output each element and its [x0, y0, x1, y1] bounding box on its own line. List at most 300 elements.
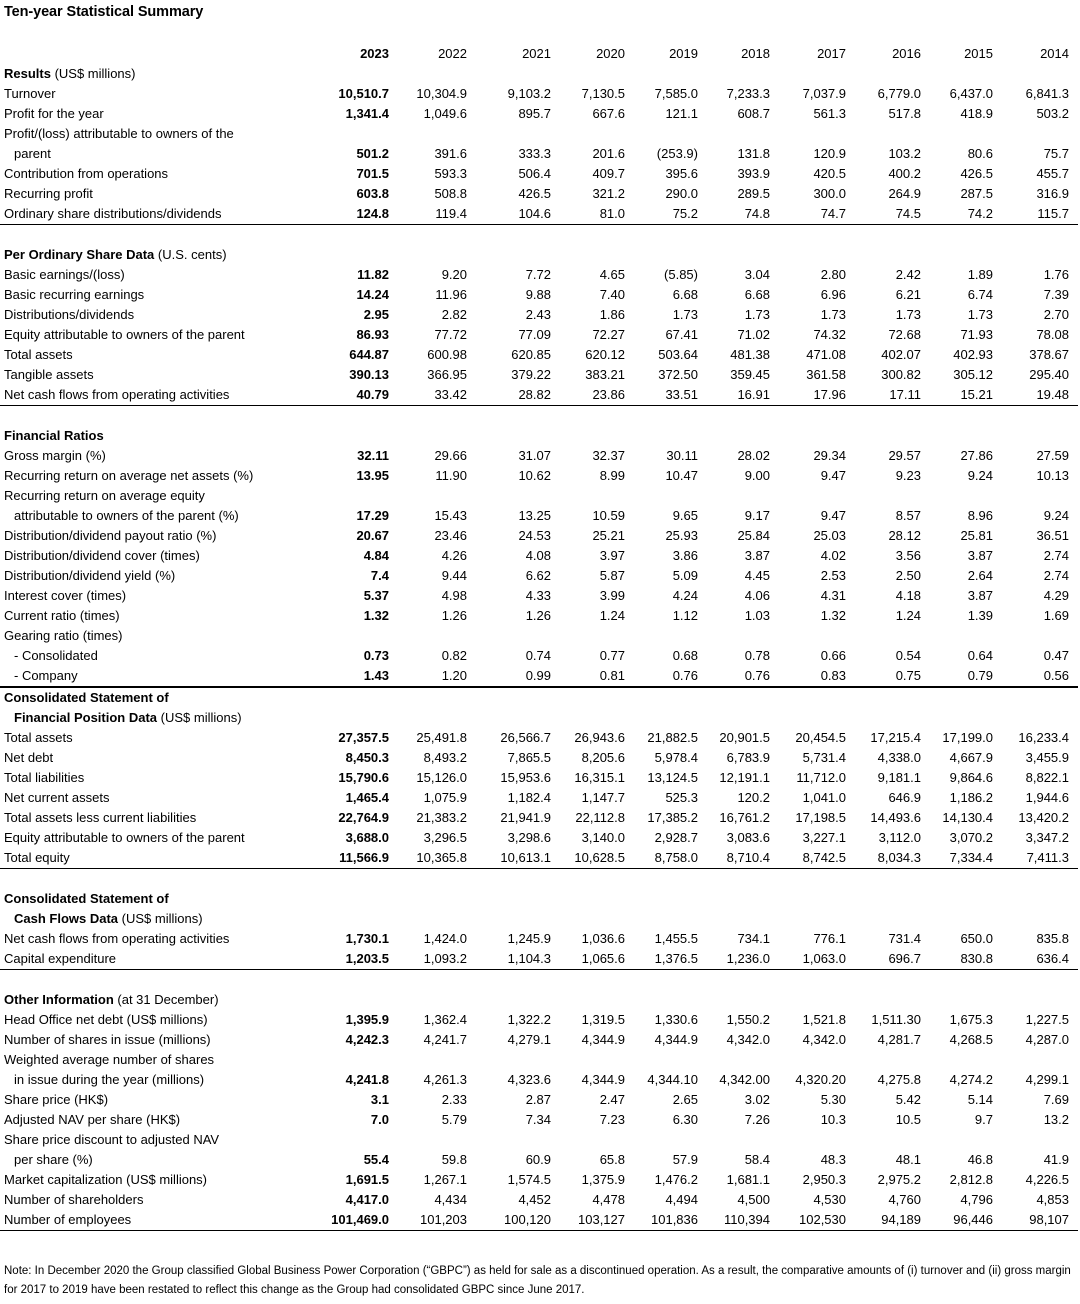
value-cell: 6,779.0 [877, 86, 921, 101]
table-row [0, 1070, 1078, 1090]
value-cell: 29.66 [434, 448, 467, 463]
value-cell: 121.1 [665, 106, 698, 121]
value-cell: 2.42 [895, 267, 921, 282]
value-cell: 333.3 [518, 146, 551, 161]
section-heading-row [0, 426, 1078, 446]
section-heading-bold: Other Information [4, 992, 114, 1007]
value-cell: 9.65 [672, 508, 698, 523]
value-cell: 7,865.5 [507, 750, 551, 765]
value-cell: 1.76 [1043, 267, 1069, 282]
value-cell: 9.44 [441, 568, 467, 583]
value-cell: 17,199.0 [942, 730, 993, 745]
value-cell: 14,493.6 [870, 810, 921, 825]
value-cell: 21,383.2 [416, 810, 467, 825]
value-cell: 3,688.0 [345, 830, 389, 845]
value-cell: 1,049.6 [423, 106, 467, 121]
value-cell: 1,455.5 [654, 931, 698, 946]
value-cell: 1,424.0 [423, 931, 467, 946]
value-cell: 4.33 [525, 588, 551, 603]
value-cell: 7,411.3 [1026, 850, 1069, 865]
value-cell: 390.13 [349, 367, 389, 382]
value-cell: 2.53 [820, 568, 846, 583]
table-row [0, 1190, 1078, 1210]
table-row [0, 265, 1078, 285]
value-cell: 6,783.9 [726, 750, 770, 765]
value-cell: 391.6 [434, 146, 467, 161]
row-label: Number of shares in issue (millions) [4, 1032, 211, 1047]
value-cell: 17,385.2 [647, 810, 698, 825]
value-cell: 4,279.1 [507, 1032, 551, 1047]
value-cell: 80.6 [967, 146, 993, 161]
value-cell: 7,037.9 [802, 86, 846, 101]
value-cell: 0.81 [599, 668, 625, 683]
value-cell: 21,941.9 [500, 810, 551, 825]
value-cell: 15,790.6 [338, 770, 389, 785]
value-cell: 67.41 [665, 327, 698, 342]
value-cell: 0.75 [895, 668, 921, 683]
value-cell: 1,182.4 [507, 790, 551, 805]
table-row [0, 446, 1078, 466]
section-heading-bold: Consolidated Statement of [4, 690, 169, 705]
spacer-row [0, 970, 1078, 990]
section-heading-bold: Cash Flows Data [14, 911, 119, 926]
value-cell: 1,319.5 [581, 1012, 625, 1027]
value-cell: 3,296.5 [423, 830, 467, 845]
value-cell: 8,822.1 [1025, 770, 1069, 785]
value-cell: 1,093.2 [423, 951, 467, 966]
value-cell: 9.20 [441, 267, 467, 282]
value-cell: 7.26 [744, 1112, 770, 1127]
value-cell: 508.8 [434, 186, 467, 201]
value-cell: 4,323.6 [507, 1072, 551, 1087]
value-cell: 9.24 [1043, 508, 1069, 523]
value-cell: 295.40 [1029, 367, 1069, 382]
year-header-cell: 2015 [964, 46, 993, 61]
value-cell: 8.57 [895, 508, 921, 523]
row-label: Share price (HK$) [4, 1092, 109, 1107]
value-cell: 3.04 [744, 267, 770, 282]
value-cell: 2.95 [363, 307, 389, 322]
value-cell: 14,130.4 [942, 810, 993, 825]
row-label: Interest cover (times) [4, 588, 127, 603]
value-cell: 11.82 [357, 267, 389, 282]
value-cell: 1.20 [441, 668, 467, 683]
value-cell: 15.21 [960, 387, 993, 402]
value-cell: 1,267.1 [423, 1172, 467, 1187]
value-cell: 28.02 [737, 448, 770, 463]
table-row [0, 526, 1078, 546]
row-label: Profit for the year [4, 106, 104, 121]
row-label: Number of employees [4, 1212, 132, 1227]
value-cell: 2.87 [525, 1092, 551, 1107]
value-cell: 4,344.9 [581, 1032, 625, 1047]
value-cell: 17.11 [889, 387, 921, 402]
value-cell: 4,338.0 [877, 750, 921, 765]
value-cell: 41.9 [1043, 1152, 1069, 1167]
value-cell: 1,227.5 [1025, 1012, 1069, 1027]
value-cell: 4,760 [888, 1192, 921, 1207]
table-row [0, 144, 1078, 164]
value-cell: 7.39 [1043, 287, 1069, 302]
value-cell: 2.64 [967, 568, 993, 583]
value-cell: 4,796 [960, 1192, 993, 1207]
value-cell: 29.57 [888, 448, 921, 463]
value-cell: 4,226.5 [1025, 1172, 1069, 1187]
value-cell: 0.76 [672, 668, 698, 683]
value-cell: 11,566.9 [339, 850, 389, 865]
value-cell: 10.13 [1036, 468, 1069, 483]
value-cell: 8,493.2 [423, 750, 467, 765]
value-cell: 0.64 [967, 648, 993, 663]
section-heading [4, 245, 227, 265]
value-cell: 101,836 [651, 1212, 698, 1227]
value-cell: 4.02 [820, 548, 846, 563]
value-cell: 620.85 [511, 347, 551, 362]
table-row [0, 626, 1078, 646]
year-header-cell: 2017 [817, 46, 846, 61]
value-cell: 561.3 [813, 106, 846, 121]
value-cell: 1,104.3 [507, 951, 551, 966]
row-label: Equity attributable to owners of the parent [4, 830, 245, 845]
table-row [0, 666, 1078, 688]
value-cell: 379.22 [511, 367, 551, 382]
row-label: Distribution/dividend yield (%) [4, 568, 176, 583]
value-cell: 1,375.9 [581, 1172, 625, 1187]
value-cell: 101,469.0 [331, 1212, 389, 1227]
value-cell: 8,205.6 [581, 750, 625, 765]
value-cell: 1.12 [672, 608, 698, 623]
value-cell: 16,315.1 [574, 770, 625, 785]
value-cell: 603.8 [356, 186, 389, 201]
value-cell: 359.45 [730, 367, 770, 382]
value-cell: 1,574.5 [507, 1172, 551, 1187]
row-label: Net debt [4, 750, 54, 765]
value-cell: 6,841.3 [1025, 86, 1069, 101]
value-cell: 11,712.0 [796, 770, 846, 785]
value-cell: 5.14 [967, 1092, 993, 1107]
value-cell: 4,261.3 [423, 1072, 467, 1087]
value-cell: 78.08 [1036, 327, 1069, 342]
value-cell: 1.26 [441, 608, 467, 623]
value-cell: 1,075.9 [423, 790, 467, 805]
value-cell: 0.76 [744, 668, 770, 683]
section-heading-row [0, 708, 1078, 728]
value-cell: 0.73 [363, 648, 389, 663]
value-cell: 11.96 [435, 287, 467, 302]
section-heading [4, 990, 219, 1010]
value-cell: 393.9 [737, 166, 770, 181]
value-cell: 3.87 [967, 548, 993, 563]
value-cell: 17,198.5 [795, 810, 846, 825]
section-heading [4, 889, 169, 909]
value-cell: 321.2 [592, 186, 625, 201]
table-row [0, 285, 1078, 305]
value-cell: 6,437.0 [949, 86, 993, 101]
value-cell: 4,241.7 [423, 1032, 467, 1047]
value-cell: 3.02 [744, 1092, 770, 1107]
row-label: parent [14, 146, 51, 161]
value-cell: 420.5 [813, 166, 846, 181]
value-cell: 3,455.9 [1025, 750, 1069, 765]
value-cell: 9,864.6 [949, 770, 993, 785]
value-cell: 3,070.2 [949, 830, 993, 845]
year-header-cell: 2023 [360, 46, 389, 61]
value-cell: 25.03 [813, 528, 846, 543]
row-label: Capital expenditure [4, 951, 117, 966]
value-cell: 7.23 [599, 1112, 625, 1127]
value-cell: 701.5 [356, 166, 389, 181]
value-cell: 7.34 [525, 1112, 551, 1127]
table-row [0, 365, 1078, 385]
year-header-cell: 2014 [1040, 46, 1069, 61]
value-cell: 13,124.5 [647, 770, 698, 785]
table-row [0, 1090, 1078, 1110]
value-cell: 636.4 [1036, 951, 1069, 966]
section-heading-row [0, 990, 1078, 1010]
value-cell: 2.43 [525, 307, 551, 322]
section-heading-unit: (at 31 December) [113, 992, 219, 1007]
value-cell: 0.78 [744, 648, 770, 663]
value-cell: 1,675.3 [949, 1012, 993, 1027]
value-cell: 4,274.2 [949, 1072, 993, 1087]
value-cell: 5.87 [599, 568, 625, 583]
row-label: Number of shareholders [4, 1192, 144, 1207]
value-cell: 1,376.5 [654, 951, 698, 966]
value-cell: 1,065.6 [581, 951, 625, 966]
value-cell: 24.53 [518, 528, 551, 543]
value-cell: 98,107 [1029, 1212, 1069, 1227]
value-cell: 4,242.3 [345, 1032, 389, 1047]
value-cell: 4.06 [744, 588, 770, 603]
value-cell: 593.3 [434, 166, 467, 181]
section-heading [4, 426, 104, 446]
value-cell: 835.8 [1036, 931, 1069, 946]
row-label: Contribution from operations [4, 166, 169, 181]
table-row [0, 385, 1078, 406]
value-cell: 426.5 [518, 186, 551, 201]
value-cell: 646.9 [888, 790, 921, 805]
value-cell: 2.70 [1043, 307, 1069, 322]
row-label: - Company [14, 668, 78, 683]
spacer-row [0, 869, 1078, 889]
value-cell: 3,227.1 [802, 830, 846, 845]
table-row [0, 164, 1078, 184]
value-cell: 31.07 [518, 448, 551, 463]
value-cell: 6.62 [525, 568, 551, 583]
value-cell: 1,322.2 [507, 1012, 551, 1027]
value-cell: 1,203.5 [345, 951, 389, 966]
value-cell: 316.9 [1036, 186, 1069, 201]
value-cell: 3.97 [599, 548, 625, 563]
value-cell: 0.99 [525, 668, 551, 683]
value-cell: 1.73 [895, 307, 921, 322]
value-cell: 644.87 [349, 347, 389, 362]
value-cell: 55.4 [363, 1152, 389, 1167]
value-cell: 290.0 [665, 186, 698, 201]
value-cell: 120.2 [737, 790, 770, 805]
table-row [0, 808, 1078, 828]
value-cell: 1,944.6 [1025, 790, 1069, 805]
value-cell: 1,147.7 [581, 790, 625, 805]
value-cell: 28.12 [888, 528, 921, 543]
value-cell: 9,103.2 [507, 86, 551, 101]
value-cell: 32.37 [592, 448, 625, 463]
value-cell: 81.0 [599, 206, 625, 221]
value-cell: 5.42 [895, 1092, 921, 1107]
value-cell: 74.32 [813, 327, 846, 342]
value-cell: 667.6 [592, 106, 625, 121]
value-cell: 4,344.9 [654, 1032, 698, 1047]
value-cell: 503.2 [1036, 106, 1069, 121]
value-cell: 7,334.4 [949, 850, 993, 865]
section-heading [4, 688, 169, 708]
year-header-cell: 2018 [741, 46, 770, 61]
value-cell: 4,478 [592, 1192, 625, 1207]
value-cell: 25,491.8 [416, 730, 467, 745]
value-cell: 9.47 [820, 508, 846, 523]
value-cell: 12,191.1 [719, 770, 770, 785]
value-cell: 100,120 [504, 1212, 551, 1227]
table-row [0, 486, 1078, 506]
value-cell: 1.89 [967, 267, 993, 282]
value-cell: 895.7 [518, 106, 551, 121]
value-cell: 2.80 [820, 267, 846, 282]
value-cell: 27,357.5 [338, 730, 389, 745]
value-cell: 402.07 [881, 347, 921, 362]
value-cell: 4.84 [363, 548, 389, 563]
section-heading-bold: Financial Position Data [14, 710, 158, 725]
value-cell: 65.8 [599, 1152, 625, 1167]
value-cell: 7.72 [525, 267, 551, 282]
value-cell: 418.9 [960, 106, 993, 121]
value-cell: 25.81 [960, 528, 993, 543]
value-cell: 6.30 [672, 1112, 698, 1127]
value-cell: 0.83 [820, 668, 846, 683]
value-cell: 13.95 [356, 468, 389, 483]
value-cell: 33.42 [434, 387, 467, 402]
table-row [0, 345, 1078, 365]
value-cell: 3.1 [370, 1092, 389, 1107]
value-cell: 378.67 [1029, 347, 1069, 362]
table-row [0, 124, 1078, 144]
value-cell: 14.24 [356, 287, 389, 302]
value-cell: 94,189 [881, 1212, 921, 1227]
row-label: Share price discount to adjusted NAV [4, 1132, 220, 1147]
value-cell: 3,347.2 [1025, 830, 1069, 845]
value-cell: 600.98 [427, 347, 467, 362]
value-cell: 4,417.0 [345, 1192, 389, 1207]
value-cell: 1,476.2 [654, 1172, 698, 1187]
value-cell: 1,362.4 [423, 1012, 467, 1027]
value-cell: 17.96 [813, 387, 846, 402]
value-cell: 30.11 [666, 448, 698, 463]
value-cell: 1.73 [967, 307, 993, 322]
value-cell: 48.3 [820, 1152, 846, 1167]
footnote: Note: In December 2020 the Group classified Global Business Power Corporation (“GBPC”) as held for sale as a discontinued operation. As a result, the comparative amounts of (i) turnover and (ii) gross margin for 2017 to 2019 have been restated to reflect this change as the Group had consolidated GBPC since June 2017. [4, 1265, 1071, 1296]
value-cell: 9.88 [525, 287, 551, 302]
value-cell: 1,245.9 [507, 931, 551, 946]
value-cell: 501.2 [356, 146, 389, 161]
value-cell: 4.98 [441, 588, 467, 603]
value-cell: 71.93 [960, 327, 993, 342]
value-cell: 4,344.9 [581, 1072, 625, 1087]
value-cell: 4,281.7 [877, 1032, 921, 1047]
value-cell: 74.5 [895, 206, 921, 221]
value-cell: 10,628.5 [574, 850, 625, 865]
section-heading-unit: (US$ millions) [50, 66, 136, 81]
value-cell: 120.9 [813, 146, 846, 161]
value-cell: 300.82 [881, 367, 921, 382]
value-cell: 9.24 [967, 468, 993, 483]
value-cell: 696.7 [888, 951, 921, 966]
value-cell: 40.79 [356, 387, 389, 402]
value-cell: 26,566.7 [500, 730, 551, 745]
value-cell: 9.17 [744, 508, 770, 523]
value-cell: 776.1 [813, 931, 846, 946]
row-label: - Consolidated [14, 648, 98, 663]
value-cell: 110,394 [723, 1212, 770, 1227]
table-row [0, 1150, 1078, 1170]
row-label: Distributions/dividends [4, 307, 135, 322]
value-cell: 0.82 [441, 648, 467, 663]
value-cell: 4,344.10 [647, 1072, 698, 1087]
value-cell: 72.68 [888, 327, 921, 342]
value-cell: 5.30 [820, 1092, 846, 1107]
value-cell: (5.85) [664, 267, 698, 282]
section-heading-bold: Results [4, 66, 51, 81]
value-cell: 124.8 [356, 206, 389, 221]
value-cell: 86.93 [356, 327, 389, 342]
row-label: Total equity [4, 850, 70, 865]
row-label: Total assets [4, 730, 73, 745]
value-cell: 366.95 [427, 367, 467, 382]
value-cell: 9.7 [974, 1112, 993, 1127]
value-cell: 15,126.0 [416, 770, 467, 785]
value-cell: 72.27 [592, 327, 625, 342]
value-cell: 8,742.5 [802, 850, 846, 865]
value-cell: 102,530 [799, 1212, 846, 1227]
row-label: Net cash flows from operating activities [4, 931, 230, 946]
table-row [0, 748, 1078, 768]
value-cell: 8,758.0 [654, 850, 698, 865]
value-cell: 1,236.0 [726, 951, 770, 966]
value-cell: 2,950.3 [802, 1172, 846, 1187]
value-cell: 1.32 [363, 608, 389, 623]
value-cell: 1.24 [895, 608, 921, 623]
section-heading-unit: (US$ millions) [157, 710, 242, 725]
value-cell: 1.32 [820, 608, 846, 623]
table-row [0, 204, 1078, 225]
value-cell: 22,764.9 [338, 810, 389, 825]
value-cell: 3,083.6 [726, 830, 770, 845]
table-row [0, 1170, 1078, 1190]
table-row [0, 768, 1078, 788]
value-cell: 2.50 [895, 568, 921, 583]
value-cell: 0.77 [599, 648, 625, 663]
table-row [0, 1130, 1078, 1150]
value-cell: 8.99 [599, 468, 625, 483]
value-cell: 101,203 [420, 1212, 467, 1227]
value-cell: 7,585.0 [654, 86, 698, 101]
row-label: Total assets less current liabilities [4, 810, 197, 825]
table-row [0, 728, 1078, 748]
value-cell: (253.9) [656, 146, 698, 161]
row-label: Tangible assets [4, 367, 94, 382]
value-cell: 525.3 [665, 790, 698, 805]
table-row [0, 184, 1078, 204]
value-cell: 96,446 [953, 1212, 993, 1227]
section-heading-row [0, 688, 1078, 708]
